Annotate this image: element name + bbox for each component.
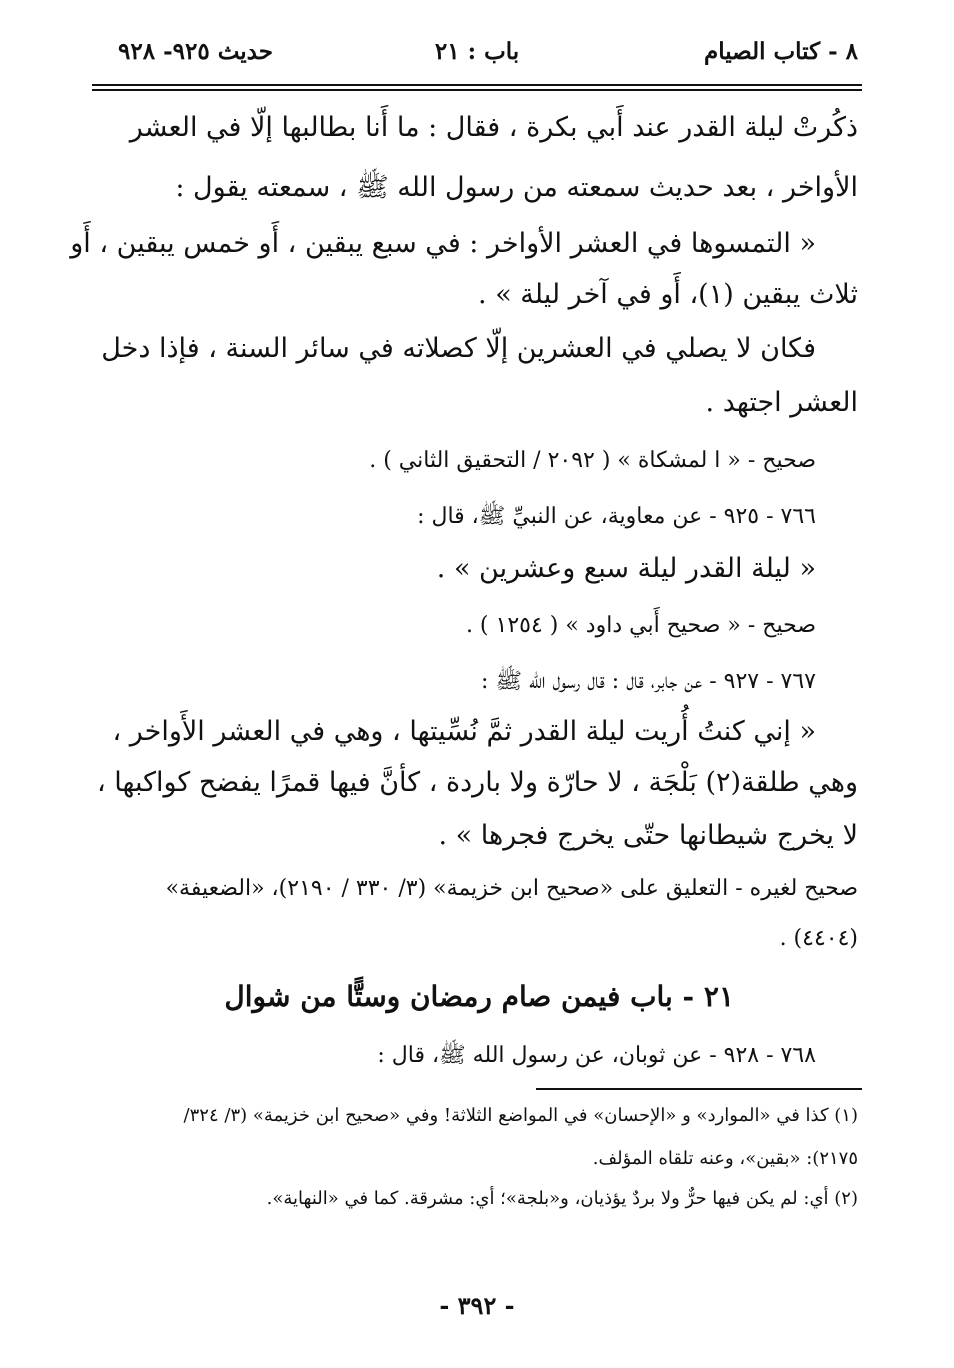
- text-line: « إني كنتُ أُريت ليلة القدر ثمَّ نُسِّيتها ، وهي في العشر الأَواخر ،: [112, 716, 816, 747]
- text-line: ذكُرتْ ليلة القدر عند أَبي بكرة ، فقال : ما أَنا بطالبها إلّا في العشر: [129, 112, 858, 143]
- text-line: ثلاث يبقين (١)، أَو في آخر ليلة » .: [478, 279, 858, 310]
- footnote-line: ٢١٧٥): «بقين»، وعنه تلقاه المؤلف.: [592, 1148, 858, 1169]
- text-line: صحيح لغيره - التعليق على «صحيح ابن خزيمة» (٣/ ٣٣٠ / ٢١٩٠)، «الضعيفة»: [165, 876, 858, 901]
- running-header-hadith-range: حديث ٩٢٥- ٩٢٨: [118, 38, 273, 65]
- header-rule-top: [92, 84, 862, 86]
- footnote-line: (٢) أي: لم يكن فيها حرٌّ ولا بردٌ يؤذيان، و«بلجة»؛ أي: مشرقة. كما في «النهاية».: [266, 1188, 858, 1209]
- text-line: ٧٦٧ - ٩٢٧ - عن جابر، قال : قال رسول الله ﷺ :: [481, 669, 816, 694]
- page-number: - ٣٩٢ -: [439, 1291, 515, 1320]
- header-rule-bottom: [92, 89, 862, 91]
- running-header-section: باب : ٢١: [434, 38, 520, 65]
- text-line: « التمسوها في العشر الأواخر : في سبع يبقين ، أَو خمس يبقين ، أَو: [70, 228, 816, 259]
- text-line: ٧٦٨ - ٩٢٨ - عن ثوبان، عن رسول الله ﷺ، قال :: [377, 1043, 816, 1068]
- text-line: فكان لا يصلي في العشرين إلّا كصلاته في سائر السنة ، فإذا دخل: [101, 333, 816, 364]
- chapter-title: ٢١ - باب فيمن صام رمضان وستًّا من شوال: [224, 980, 734, 1013]
- text-line: العشر اجتهد .: [705, 387, 858, 418]
- text-line: (٤٤٠٤) .: [779, 926, 858, 951]
- text-line: ٧٦٦ - ٩٢٥ - عن معاوية، عن النبيِّ ﷺ، قال :: [417, 504, 816, 529]
- footnote-rule: [536, 1088, 862, 1090]
- footnote-line: (١) كذا في «الموارد» و «الإحسان» في المواضع الثلاثة! وفي «صحيح ابن خزيمة» (٣/ ٣٢٤/: [183, 1105, 858, 1126]
- text-line: وهي طلقة(٢) بَلْجَة ، لا حارّة ولا باردة ، كأنَّ فيها قمرًا يفضح كواكبها ،: [96, 767, 858, 798]
- text-line: صحيح - « ا لمشكاة » ( ٢٠٩٢ / التحقيق الثاني ) .: [369, 448, 816, 473]
- text-line: « ليلة القدر ليلة سبع وعشرين » .: [436, 553, 816, 584]
- running-header-chapter: ٨ - كتاب الصيام: [703, 38, 858, 65]
- text-line: الأواخر ، بعد حديث سمعته من رسول الله ﷺ ، سمعته يقول :: [175, 172, 858, 203]
- text-line: لا يخرج شيطانها حتّى يخرج فجرها » .: [438, 820, 858, 851]
- text-line: صحيح - « صحيح أَبي داود » ( ١٢٥٤ ) .: [465, 613, 816, 638]
